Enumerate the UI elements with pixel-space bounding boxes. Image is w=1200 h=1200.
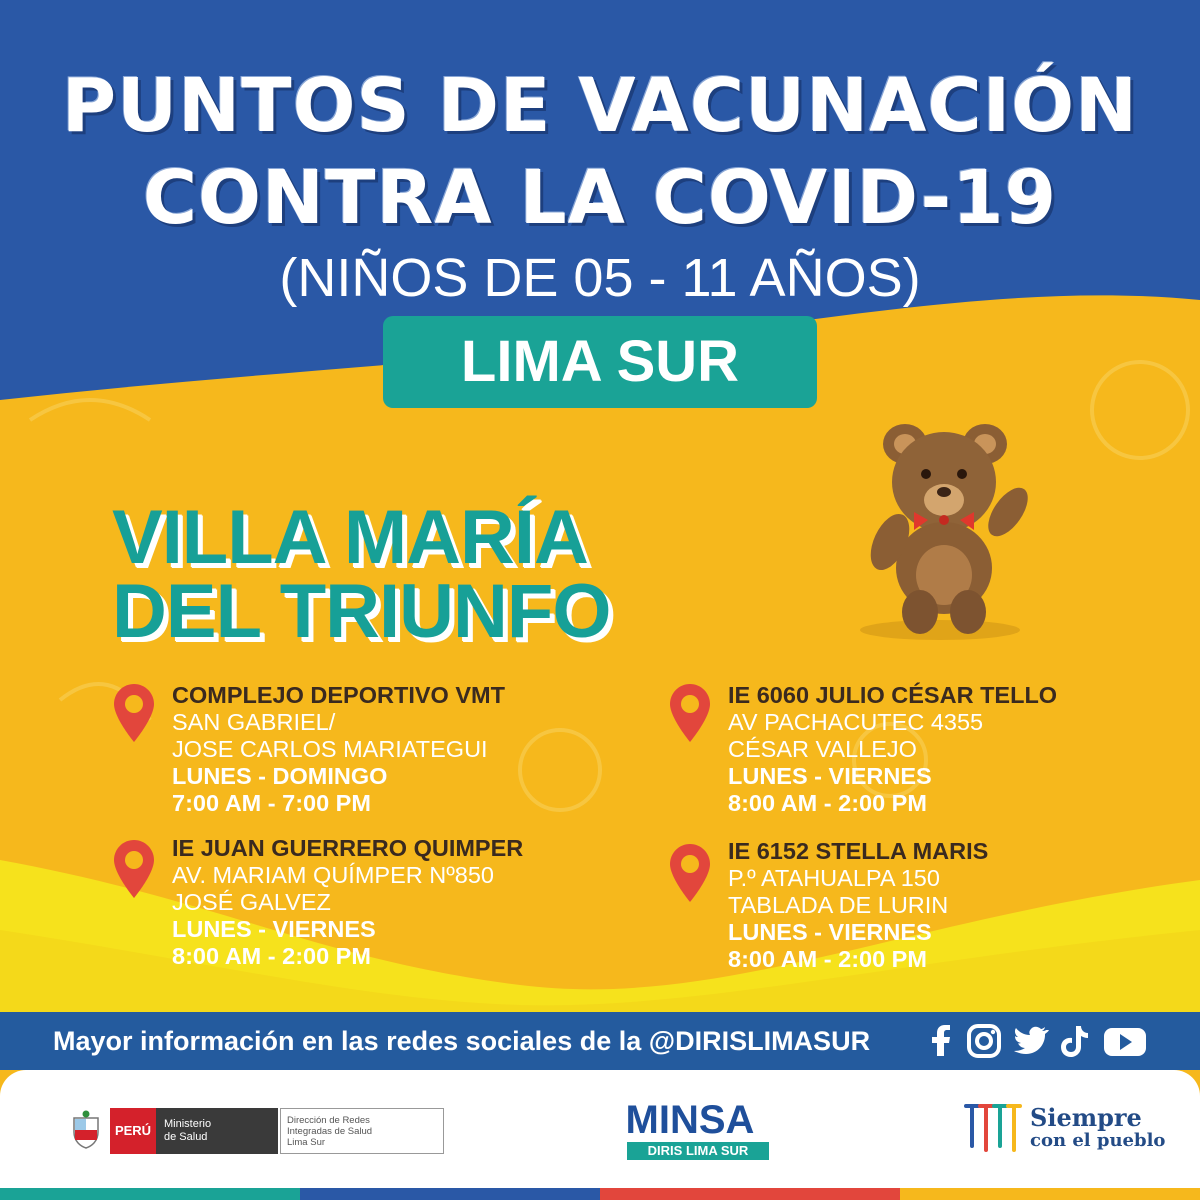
color-stripe [600,1188,900,1200]
page-title-line1: PUNTOS DE VACUNACIÓN [61,63,1139,149]
page-title-line2: CONTRA LA COVID-19 [142,155,1058,241]
color-stripe [900,1188,1200,1200]
location-hours: 7:00 AM - 7:00 PM [172,790,371,816]
location-address: P.º ATAHUALPA 150 [728,865,940,891]
location-days: LUNES - VIERNES [172,916,376,942]
location-pin-icon [670,844,710,904]
info-text: Mayor información en las redes sociales de la @DIRISLIMASUR [53,1026,871,1056]
location-pin-icon [114,684,154,744]
slogan-line2: con el pueblo [1030,1130,1166,1151]
location-block [172,682,612,817]
slogan-line1: Siempre [1030,1103,1142,1132]
location-days: LUNES - DOMINGO [172,763,388,789]
minsa-logo: MINSA [625,1098,755,1142]
location-address: JOSE CARLOS MARIATEGUI [172,736,488,762]
location-pin-icon [114,840,154,900]
location-days: LUNES - VIERNES [728,919,932,945]
location-address: SAN GABRIEL/ [172,709,336,735]
instagram-icon[interactable] [964,1022,1004,1060]
location-name: IE 6060 JULIO CÉSAR TELLO [728,682,1058,708]
direccion-label [280,1108,444,1154]
location-address: TABLADA DE LURIN [728,892,949,918]
teddy-bear-illustration [840,420,1040,640]
direccion-line: Dirección de Redes [287,1115,370,1126]
region-badge: LIMA SUR [383,316,817,408]
ministerio-line: de Salud [164,1131,208,1143]
youtube-icon[interactable] [1102,1022,1148,1060]
facebook-icon[interactable] [922,1022,962,1060]
color-stripe [0,1188,300,1200]
twitter-icon[interactable] [1010,1022,1050,1060]
location-address: AV. MARIAM QUÍMPER Nº850 [172,862,495,888]
direccion-line: Integradas de Salud [287,1126,373,1137]
location-block [172,835,612,970]
location-address: CÉSAR VALLEJO [728,736,917,762]
district-name-line2: DEL TRIUNFO [112,569,611,654]
location-name: IE 6152 STELLA MARIS [728,838,989,864]
siempre-logo-icon [960,1100,1026,1158]
district-name-line1: VILLA MARÍA [112,495,588,580]
location-days: LUNES - VIERNES [728,763,932,789]
location-name: IE JUAN GUERRERO QUIMPER [172,835,524,861]
tiktok-icon[interactable] [1054,1022,1094,1060]
peru-label: PERÚ [110,1108,156,1154]
color-stripe [300,1188,600,1200]
diris-label: DIRIS LIMA SUR [627,1142,769,1160]
location-hours: 8:00 AM - 2:00 PM [728,946,927,972]
page-subtitle: (NIÑOS DE 05 - 11 AÑOS) [279,248,921,308]
location-pin-icon [670,684,710,744]
location-address: AV PACHACUTEC 4355 [728,709,984,735]
location-block [728,838,1168,973]
peru-coat-of-arms-icon [68,1110,104,1152]
location-block [728,682,1168,817]
ministerio-line: Ministerio [164,1118,212,1130]
ministerio-label [156,1108,278,1154]
location-hours: 8:00 AM - 2:00 PM [172,943,371,969]
location-address: JOSÉ GALVEZ [172,889,331,915]
direccion-line: Lima Sur [287,1137,326,1148]
location-hours: 8:00 AM - 2:00 PM [728,790,927,816]
location-name: COMPLEJO DEPORTIVO VMT [172,682,505,708]
